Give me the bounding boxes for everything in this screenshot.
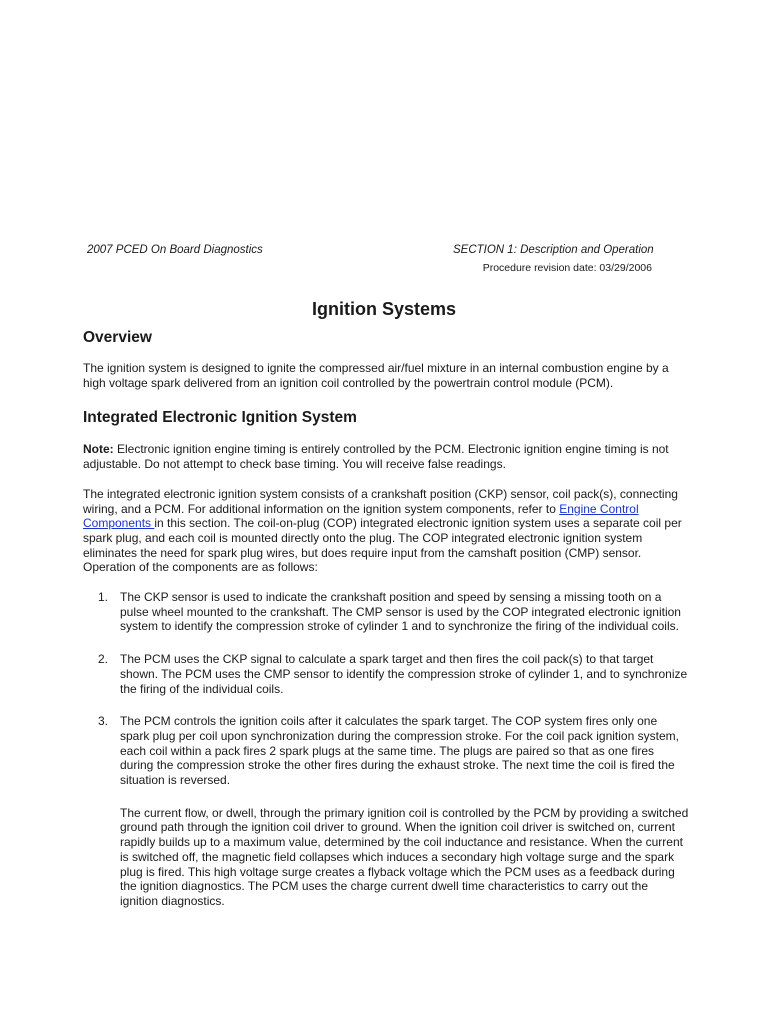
list-item (83, 590, 689, 634)
overview-paragraph: The ignition system is designed to ignite the compressed air/fuel mixture in an internal combustion engine by a high voltage spark delivered from an ignition coil controlled by the powertrain control module (PCM). (83, 361, 669, 390)
intro-paragraph (83, 487, 689, 575)
operation-list (83, 590, 689, 909)
ies-heading: Integrated Electronic Ignition System (83, 409, 357, 427)
header-section-title: SECTION 1: Description and Operation (453, 244, 654, 256)
list-item (83, 652, 689, 696)
list-item-number: 1. (98, 590, 109, 605)
intro-text-after: in this section. The coil-on-plug (COP) integrated electronic ignition system uses a separate coil per spark plug, and each coil is mounted directly onto the plug. The COP integrated electronic ignition system eliminates the need for spark plug wires, but does require input from the camshaft position (CMP) sensor. Operation of the components are as follows: (83, 516, 682, 575)
list-item-text: The PCM uses the CKP signal to calculate a spark target and then fires the coil pack(s) to that target shown. The PCM uses the CMP sensor to identify the compression stroke of cylinder 1, and to synchronize the firing of the individual coils. (120, 652, 688, 696)
page-title: Ignition Systems (311, 299, 457, 319)
list-item-number: 2. (98, 652, 109, 667)
engine-control-components-link[interactable]: Engine Control Components (83, 501, 639, 531)
list-item (83, 714, 689, 908)
note-label: Note: (83, 442, 114, 457)
list-item-number: 3. (98, 714, 109, 729)
list-item-text: The PCM controls the ignition coils after it calculates the spark target. The COP system fires only one spark plug per coil upon synchronization during the compression stroke. For the coil pack ignition system, each coil within a pack fires 2 spark plugs at the same time. The plugs are paired so that as one fires during the compression stroke the other fires during the exhaust stroke. The next time the coil is fired the situation is reversed. (120, 714, 679, 788)
list-item-text: The CKP sensor is used to indicate the crankshaft position and speed by sensing a missing tooth on a pulse wheel mounted to the crankshaft. The CMP sensor is used by the COP integrated electronic ignition system to identify the compression stroke of cylinder 1 and to synchronize the firing of the individual coils. (120, 590, 681, 634)
header-document-title: 2007 PCED On Board Diagnostics (87, 244, 263, 256)
list-item-subparagraph: The current flow, or dwell, through the primary ignition coil is controlled by the PCM by providing a switched ground path through the ignition coil driver to ground. When the ignition coil driver is switched on, current rapidly builds up to a maximum value, determined by the coil inductance and resistance. When the current is switched off, the magnetic field collapses which induces a secondary high voltage surge and the spark plug is fired. This high voltage surge creates a flyback voltage which the PCM uses as a feedback during the ignition diagnostics. The PCM uses the charge current dwell time characteristics to carry out the ignition diagnostics. (120, 805, 689, 908)
revision-date: Procedure revision date: 03/29/2006 (482, 262, 652, 274)
note-paragraph (83, 442, 689, 471)
intro-text-before: The integrated electronic ignition system consists of a crankshaft position (CKP) sensor, coil pack(s), connecting wiring, and a PCM. For additional information on the ignition system components, refer to (83, 486, 678, 516)
overview-heading: Overview (83, 329, 152, 346)
note-text: Electronic ignition engine timing is entirely controlled by the PCM. Electronic ignition engine timing is not adjustable. Do not attempt to check base timing. You will receive false readings. (83, 442, 669, 472)
document-body (83, 329, 689, 927)
